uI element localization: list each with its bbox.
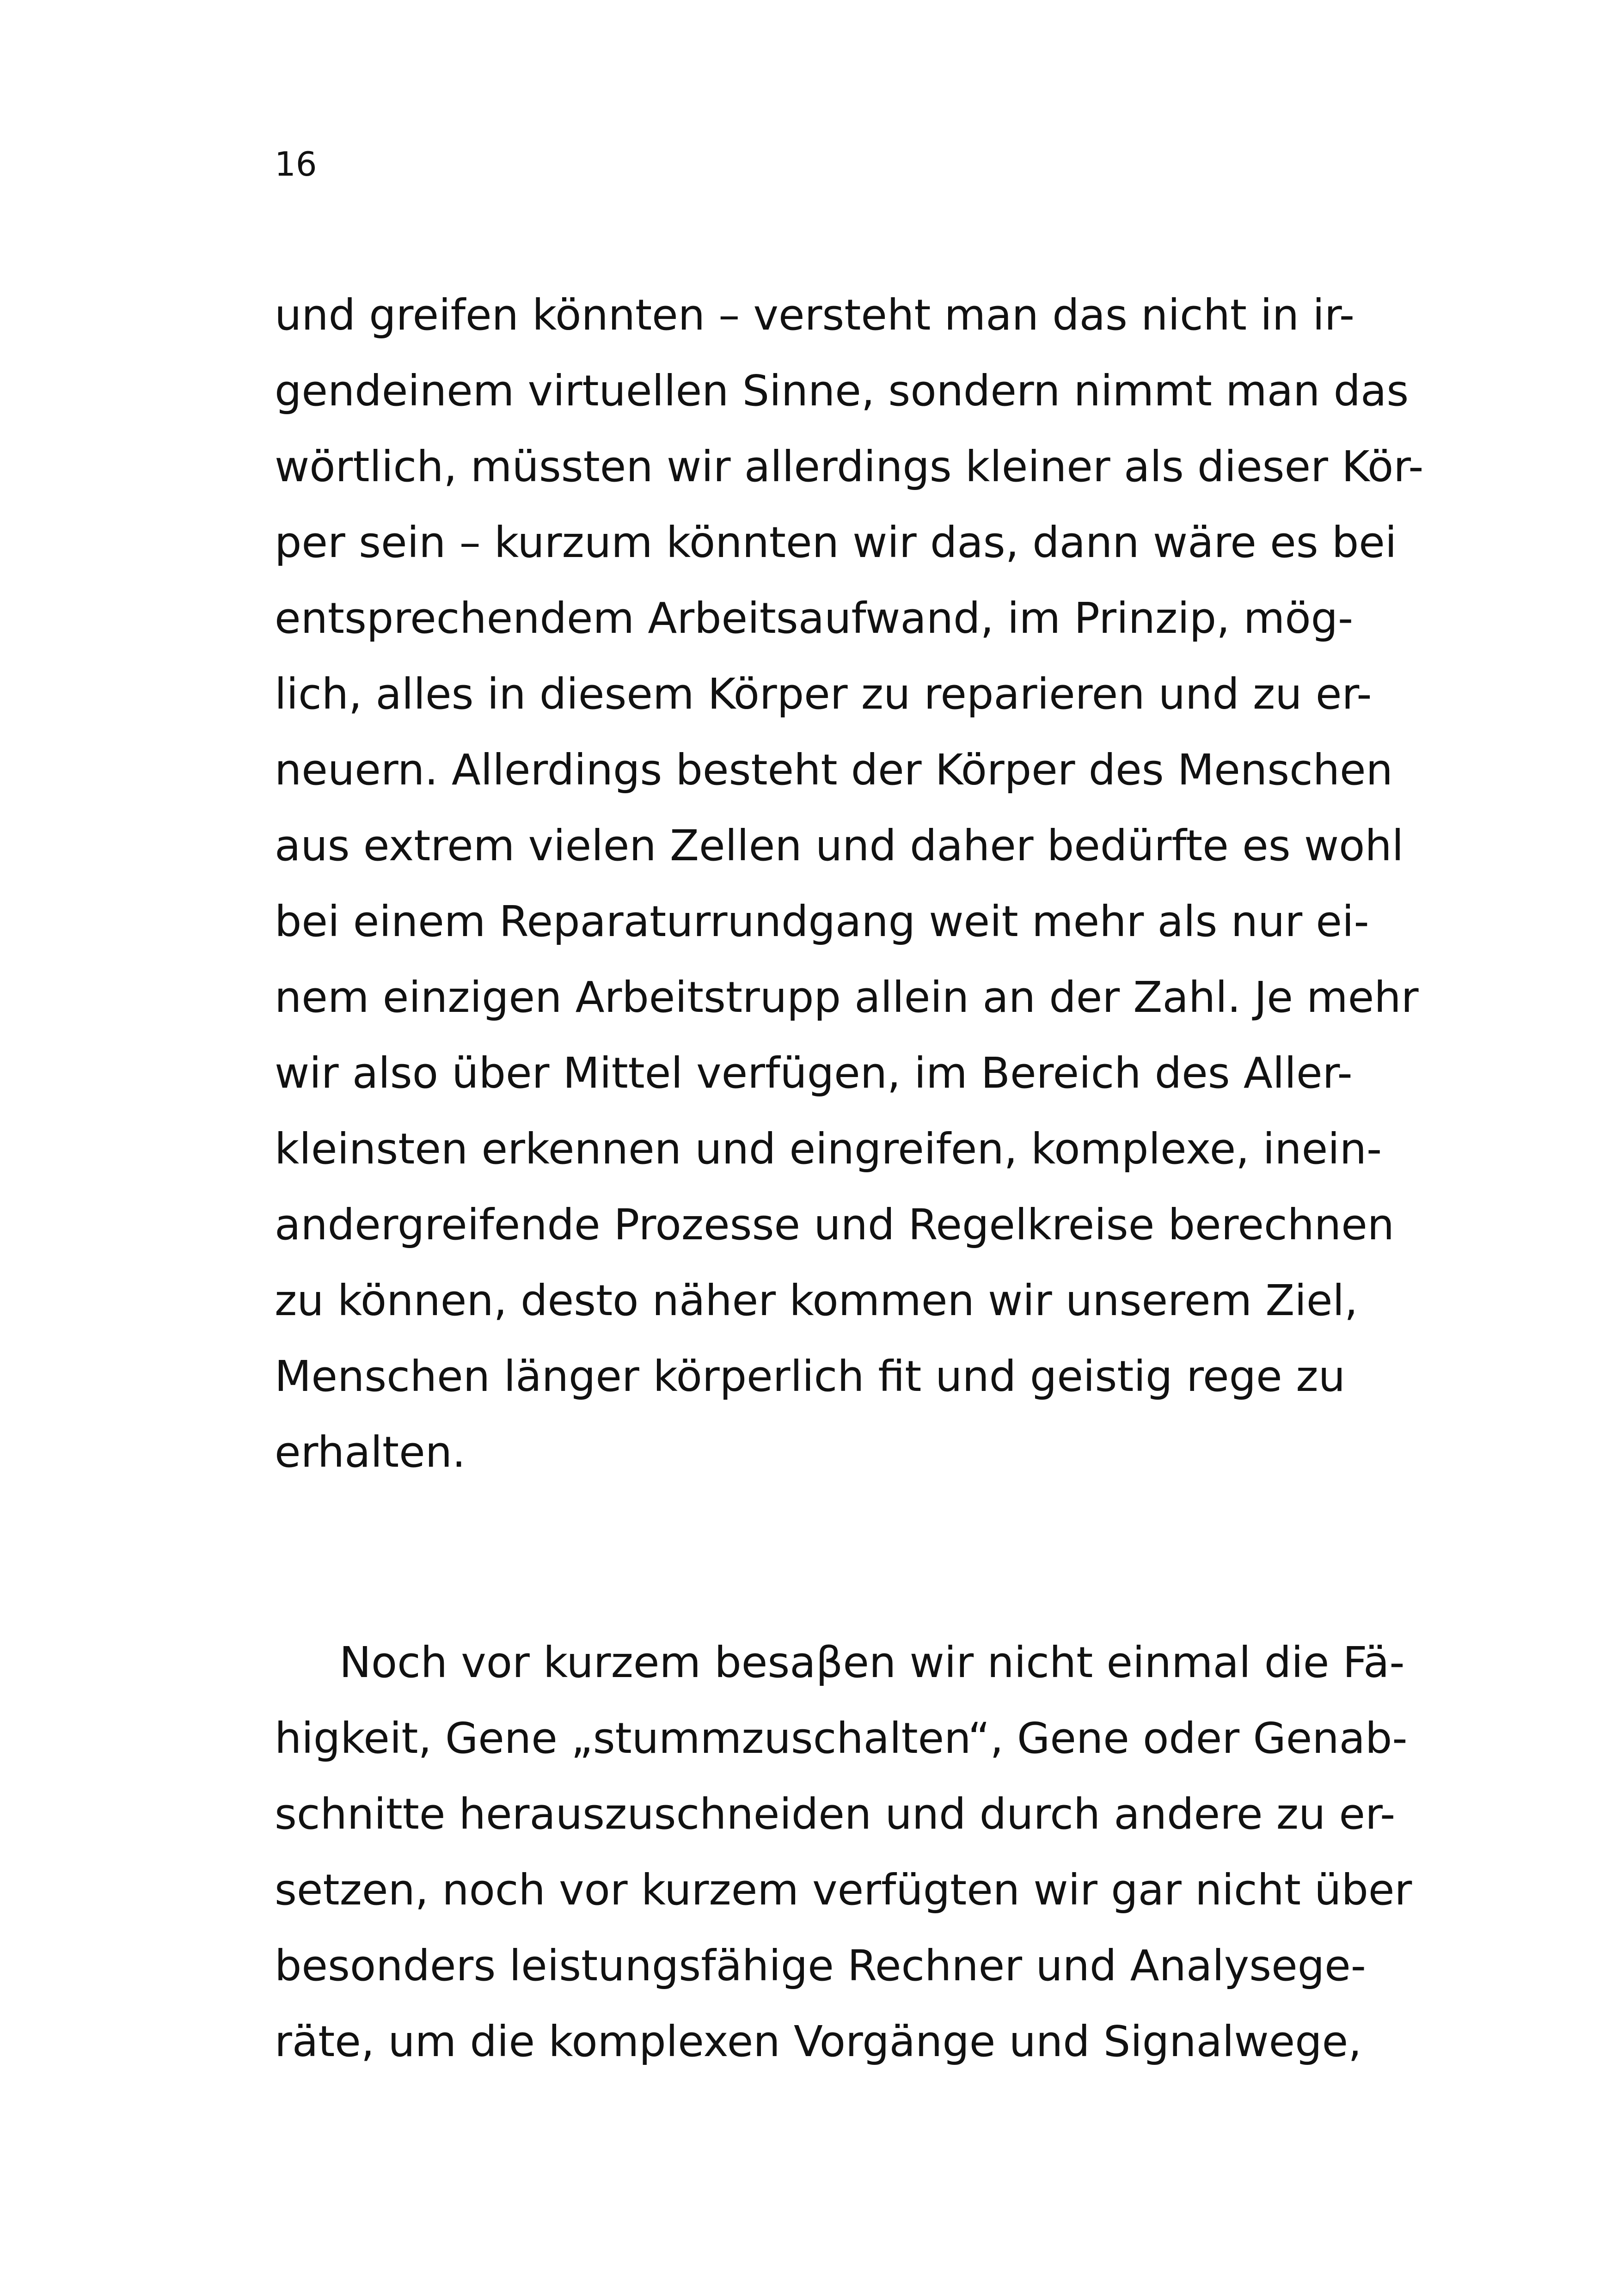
paragraph-2 — [275, 1625, 1412, 2080]
text-line: erhalten. — [275, 1427, 466, 1477]
text-line: neuern. Allerdings besteht der Körper des Menschen — [275, 745, 1393, 795]
text-line: bei einem Reparaturrundgang weit mehr als nur ei- — [275, 897, 1369, 946]
text-line: aus extrem vielen Zellen und daher bedürfte es wohl — [275, 821, 1404, 870]
text-line: per sein – kurzum könnten wir das, dann wäre es bei — [275, 518, 1397, 567]
text-line: lich, alles in diesem Körper zu reparieren und zu er- — [275, 669, 1372, 719]
paragraph-1 — [275, 277, 1424, 1490]
text-line: wir also über Mittel verfügen, im Bereich des Aller- — [275, 1048, 1353, 1098]
text-line: wörtlich, müssten wir allerdings kleiner als dieser Kör- — [275, 442, 1424, 491]
text-line: setzen, noch vor kurzem verfügten wir gar nicht über — [275, 1865, 1412, 1915]
text-line: schnitte herauszuschneiden und durch andere zu er- — [275, 1789, 1396, 1839]
text-line: kleinsten erkennen und eingreifen, komplexe, inein- — [275, 1124, 1382, 1174]
text-line: räte, um die komplexen Vorgänge und Signalwege, — [275, 2017, 1362, 2066]
text-line: higkeit, Gene „stummzuschalten“, Gene oder Genab- — [275, 1714, 1408, 1763]
text-line: nem einzigen Arbeitstrupp allein an der Zahl. Je mehr — [275, 973, 1419, 1022]
text-line: Menschen länger körperlich fit und geistig rege zu — [275, 1352, 1345, 1401]
page-number: 16 — [275, 145, 317, 184]
text-line: gendeinem virtuellen Sinne, sondern nimmt man das — [275, 366, 1409, 416]
text-line: besonders leistungsfähige Rechner und Analysege- — [275, 1941, 1366, 1990]
text-line: andergreifende Prozesse und Regelkreise berechnen — [275, 1200, 1395, 1249]
text-line: und greifen könnten – versteht man das nicht in ir- — [275, 290, 1355, 340]
text-line: Noch vor kurzem besaβen wir nicht einmal die Fä- — [339, 1638, 1405, 1687]
text-line: entsprechendem Arbeitsaufwand, im Prinzip, mög- — [275, 594, 1354, 643]
text-line: zu können, desto näher kommen wir unserem Ziel, — [275, 1276, 1358, 1325]
